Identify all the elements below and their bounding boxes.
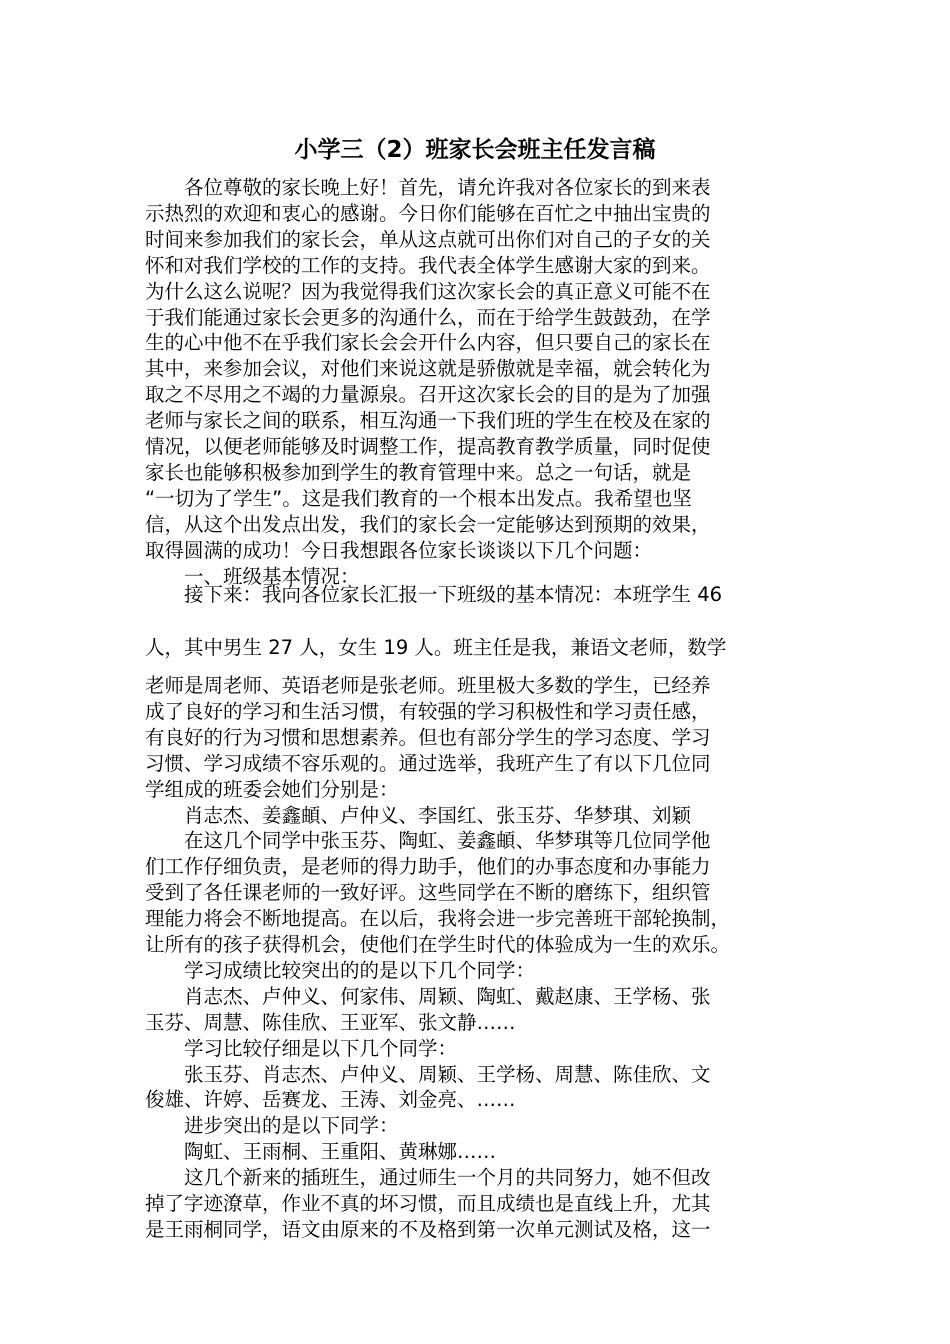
body-line: “一切为了学生”。这是我们教育的一个根本出发点。我希望也坚 xyxy=(145,486,692,510)
body-line: 其中，来参加会议，对他们来说这就是骄傲就是幸福，就会转化为 xyxy=(145,357,711,381)
body-line: 一、班级基本情况： xyxy=(145,564,360,588)
body-line: 掉了字迹潦草，作业不真的坏习惯，而且成绩也是直线上升，尤其 xyxy=(145,1192,711,1215)
body-line: 进步突出的是以下同学： xyxy=(145,1114,399,1138)
body-line: 取得圆满的成功！今日我想跟各位家长谈谈以下几个问题： xyxy=(145,538,653,562)
body-line: 肖志杰、姜鑫頔、卢仲义、李国红、张玉芬、华梦琪、刘颖 xyxy=(145,803,692,827)
body-line: 情况，以便老师能够及时调整工作，提高教育教学质量，同时促使 xyxy=(145,435,711,458)
body-line: 怀和对我们学校的工作的支持。我代表全体学生感谢大家的到来。 xyxy=(145,253,711,277)
body-line: 信，从这个出发点出发，我们的家长会一定能够达到预期的效果， xyxy=(145,512,711,536)
body-line: 有良好的行为习惯和思想素养。但也有部分学生的学习态度、学习 xyxy=(145,725,711,749)
body-line: 人，其中男生 27 人，女生 19 人。班主任是我，兼语文老师，数学 xyxy=(145,636,727,659)
body-line: 时间来参加我们的家长会，单从这点就可出你们对自己的子女的关 xyxy=(145,227,711,251)
body-line: 肖志杰、卢仲义、何家伟、周颖、陶虹、戴赵康、王学杨、张 xyxy=(145,984,711,1008)
body-line: 受到了各任课老师的一致好评。这些同学在不断的磨练下，组织管 xyxy=(145,881,711,905)
body-line: 俊雄、许婷、岳赛龙、王涛、刘金亮、…… xyxy=(145,1088,516,1112)
body-line: 学习比较仔细是以下几个同学： xyxy=(145,1036,458,1060)
body-line: 接下来：我向各位家长汇报一下班级的基本情况：本班学生 46 xyxy=(145,583,723,606)
body-line: 是王雨桐同学，语文由原来的不及格到第一次单元测试及格，这一 xyxy=(145,1217,711,1241)
body-line: 示热烈的欢迎和衷心的感谢。今日你们能够在百忙之中抽出宝贵的 xyxy=(145,201,711,225)
body-line: 学组成的班委会她们分别是： xyxy=(145,777,399,801)
body-line: 在这几个同学中张玉芬、陶虹、姜鑫頔、华梦琪等几位同学他 xyxy=(145,829,711,853)
body-line: 于我们能通过家长会更多的沟通什么，而在于给学生鼓鼓劲，在学 xyxy=(145,305,711,329)
body-line: 为什么这么说呢？因为我觉得我们这次家长会的真正意义可能不在 xyxy=(145,279,711,303)
document-title: 小学三（2）班家长会班主任发言稿 xyxy=(294,137,656,163)
body-line: 取之不尽用之不竭的力量源泉。召开这次家长会的目的是为了加强 xyxy=(145,383,711,407)
body-line: 各位尊敬的家长晚上好！首先，请允许我对各位家长的到来表 xyxy=(145,176,711,199)
body-line: 习惯、学习成绩不容乐观的。通过选举，我班产生了有以下几位同 xyxy=(145,751,711,775)
body-line: 们工作仔细负责，是老师的得力助手，他们的办事态度和办事能力 xyxy=(145,855,711,879)
body-line: 老师是周老师、英语老师是张老师。班里极大多数的学生，已经养 xyxy=(145,674,711,697)
body-line: 老师与家长之间的联系，相互沟通一下我们班的学生在校及在家的 xyxy=(145,409,711,433)
body-line: 家长也能够积极参加到学生的教育管理中来。总之一句话，就是 xyxy=(145,460,692,484)
body-line: 张玉芬、肖志杰、卢仲义、周颖、王学杨、周慧、陈佳欣、文 xyxy=(145,1062,711,1086)
body-line: 理能力将会不断地提高。在以后，我将会进一步完善班干部轮换制， xyxy=(145,907,731,931)
body-line: 陶虹、王雨桐、王重阳、黄琳娜…… xyxy=(145,1140,497,1164)
body-line: 学习成绩比较突出的的是以下几个同学： xyxy=(145,958,536,982)
body-line: 这几个新来的插班生，通过师生一个月的共同努力，她不但改 xyxy=(145,1166,711,1190)
body-line: 生的心中他不在乎我们家长会会开什么内容，但只要自己的家长在 xyxy=(145,331,711,355)
body-line: 玉芬、周慧、陈佳欣、王亚军、张文静…… xyxy=(145,1010,516,1034)
body-line: 让所有的孩子获得机会，使他们在学生时代的体验成为一生的欢乐。 xyxy=(145,933,731,956)
body-line: 成了良好的学习和生活习惯，有较强的学习积极性和学习责任感， xyxy=(145,699,711,723)
